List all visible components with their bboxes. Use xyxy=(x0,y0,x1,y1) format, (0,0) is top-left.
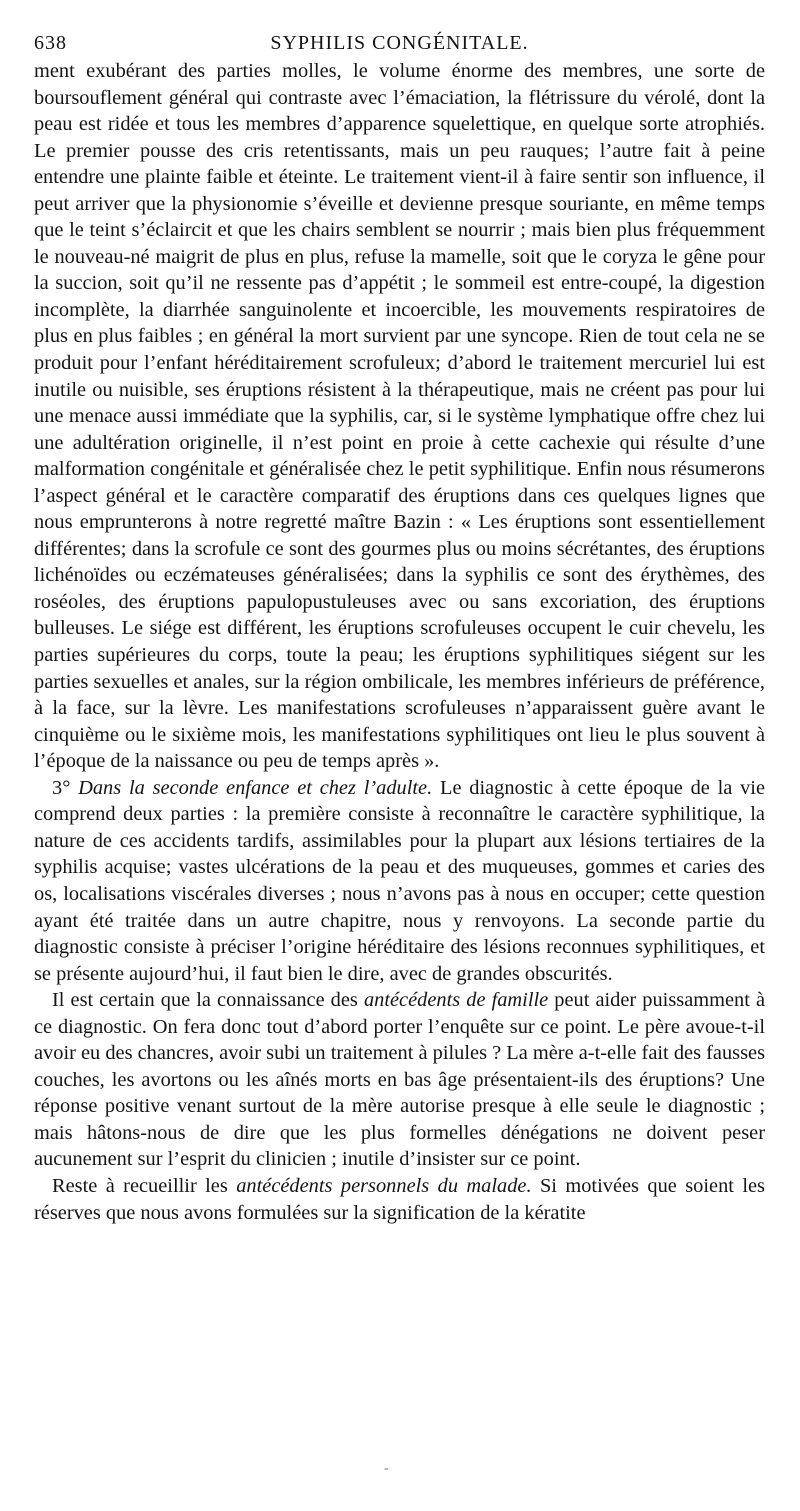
paragraph-4 xyxy=(34,1173,765,1226)
paragraph-2 xyxy=(34,775,765,987)
bottom-mark: - xyxy=(384,1461,389,1476)
paragraph-4-rest: Si motivées que soient les réserves que nous avons formulées sur la signification de la kératite xyxy=(34,1174,765,1224)
paragraph-3-lead: Il est certain que la connaissance des xyxy=(52,989,358,1012)
section-number: 3° xyxy=(52,776,71,799)
paragraph-3-rest: peut aider puissamment à ce diagnostic. On fera donc tout d’abord porter l’enquête sur ce point. Le père avoue-t-il avoir eu des chancres, avoir subi un traitement à pilules ? La mère a-t-elle fait des fausses couches, les avortons ou les aînés morts en bas âge présentaient-ils des éruptions? Une réponse positive venant surtout de la mère autorise presque à elle seule le diagnostic ; mais hâtons-nous de dire que les plus formelles dénégations ne doivent peser aucunement sur l’esprit du clinicien ; inutile d’insister sur ce point. xyxy=(34,989,766,1171)
body-text xyxy=(34,58,765,1226)
paragraph-4-lead: Reste à recueillir les xyxy=(52,1174,228,1197)
running-title: SYPHILIS CONGÉNITALE. xyxy=(270,32,529,54)
section-heading: Dans la seconde enfance et chez l’adulte. xyxy=(78,776,433,799)
paragraph-4-emphasis: antécédents personnels du malade. xyxy=(236,1174,532,1197)
paragraph-3 xyxy=(34,987,765,1173)
paragraph-2-text: Le diagnostic à cette époque de la vie comprend deux parties : la première consiste à reconnaître le caractère syphilitique, la nature de ces accidents tardifs, assimilables pour la plupart aux lésions tertiaires de la syphilis acquise; vastes ulcérations de la peau et des muqueuses, gommes et caries des os, localisations viscérales diverses ; nous n’avons pas à nous en occuper; cette question ayant été traitée dans un autre chapitre, nous y renvoyons. La seconde partie du diagnostic consiste à préciser l’origine héréditaire des lésions reconnues syphilitiques, et se présente aujourd’hui, il faut bien le dire, avec de grandes obscurités. xyxy=(34,776,765,985)
page-number: 638 xyxy=(34,32,67,54)
paragraph-3-emphasis: antécédents de famille xyxy=(363,989,549,1012)
running-head xyxy=(34,28,765,58)
paragraph-1: ment exubérant des parties molles, le volume énorme des membres, une sorte de boursouflement général qui contraste avec l’émaciation, la flétrissure du vérolé, dont la peau est ridée et tous les membres d’apparence squelettique, en quelque sorte atrophiés. Le premier pousse des cris retentissants, mais un peu rauques; l’autre fait à peine entendre une plainte faible et éteinte. Le traitement vient-il à faire sentir son influence, il peut arriver que la physionomie s’éveille et devienne presque souriante, en même temps que le teint s’éclaircit et que les chairs semblent se nourrir ; mais bien plus fréquemment le nouveau-né maigrit de plus en plus, refuse la mamelle, soit que le coryza le gêne pour la succion, soit qu’il ne ressente pas d’appétit ; le sommeil est entre-coupé, la digestion incomplète, la diarrhée sanguinolente et incoercible, les mouvements respiratoires de plus en plus faibles ; en général la mort survient par une syncope. Rien de tout cela ne se produit pour l’enfant héréditairement scrofuleux; d’abord le traitement mercuriel lui est inutile ou nuisible, ses éruptions résistent à la thérapeutique, mais ne créent pas pour lui une menace aussi immédiate que la syphilis, car, si le système lymphatique offre chez lui une adultération originelle, il n’est point en proie à cette cachexie qui résulte d’une malformation congénitale et généralisée chez le petit syphilitique. Enfin nous résumerons l’aspect général et le caractère comparatif des éruptions dans ces quelques lignes que nous emprunterons à notre regretté maître Bazin : « Les éruptions sont essentiellement différentes; dans la scrofule ce sont des gourmes plus ou moins sécrétantes, des éruptions lichénoïdes ou eczémateuses généralisées; dans la syphilis ce sont des érythèmes, des roséoles, des éruptions papulopustuleuses avec ou sans excoriation, des éruptions bulleuses. Le siége est différent, les éruptions scrofuleuses occupent le cuir chevelu, les parties supérieures du corps, toute la peau; les éruptions syphilitiques siégent sur les parties sexuelles et anales, sur la région ombilicale, les membres inférieurs de préférence, à la face, sur la lèvre. Les manifestations scrofuleuses n’apparaissent guère avant le cinquième ou le sixième mois, les manifestations syphilitiques ont lieu le plus souvent à l’époque de la naissance ou peu de temps après ». xyxy=(34,60,765,773)
